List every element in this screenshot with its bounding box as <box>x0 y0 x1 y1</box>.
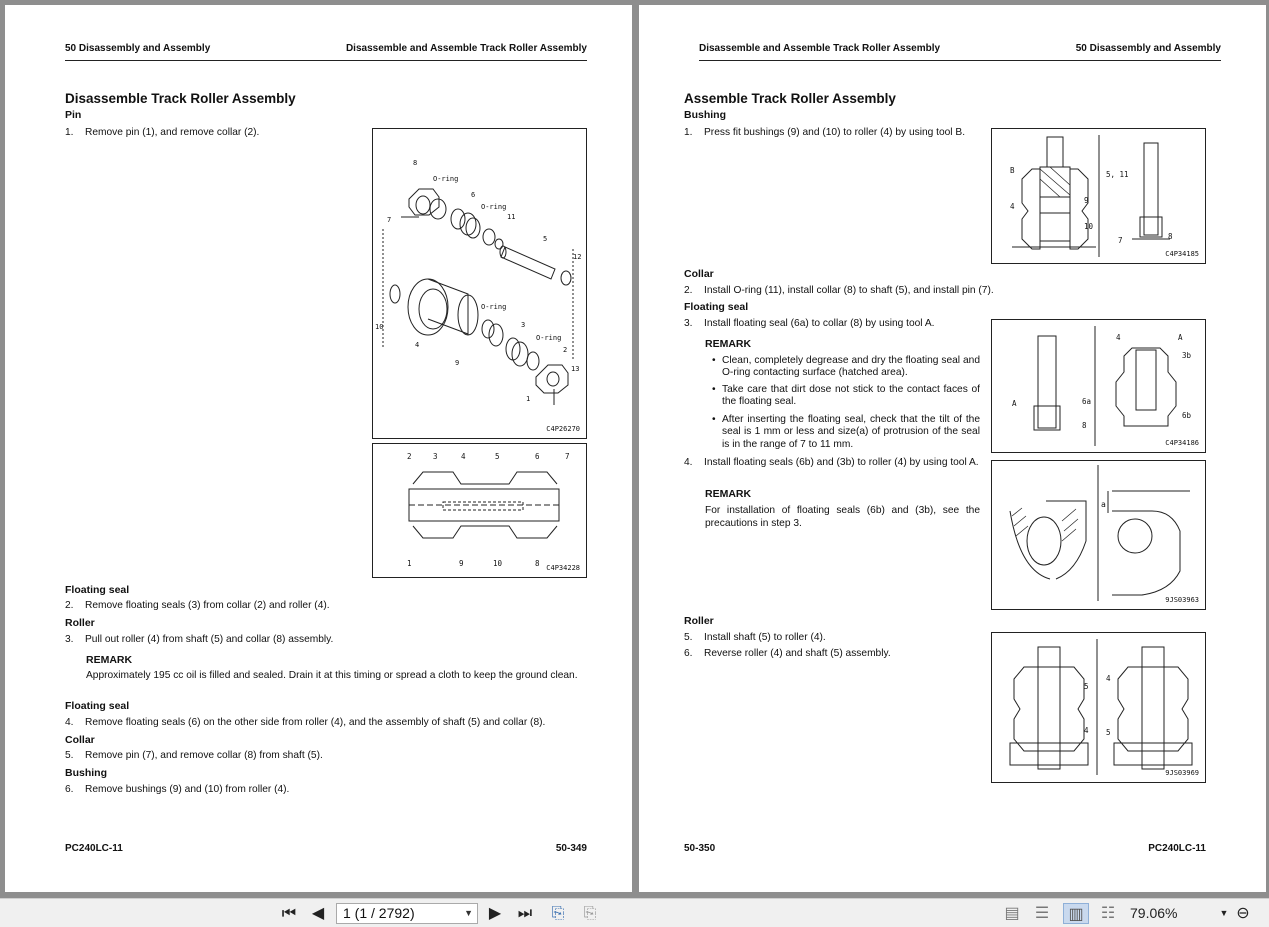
svg-text:7: 7 <box>387 216 392 224</box>
chevron-down-icon[interactable]: ▼ <box>464 908 473 918</box>
svg-text:4: 4 <box>1084 726 1089 735</box>
zoom-dropdown-icon[interactable]: ▼ <box>1219 908 1229 918</box>
svg-text:2: 2 <box>563 346 568 354</box>
remark-bullet-2: • Take care that dirt dose not stick to the contact faces of the floating seal. <box>722 384 980 409</box>
svg-text:10: 10 <box>1084 222 1094 231</box>
dimension-label: a <box>1101 500 1106 509</box>
page-50-350 <box>639 5 1266 892</box>
step-text: Remove floating seals (6) on the other side from roller (4), and the assembly of shaft (5) and collar (8). <box>85 717 546 728</box>
svg-text:5: 5 <box>1106 728 1111 737</box>
step-number: 1. <box>684 127 693 138</box>
step-text: Remove pin (7), and remove collar (8) from shaft (5). <box>85 750 323 761</box>
svg-text:5, 11: 5, 11 <box>1106 170 1129 179</box>
go-back-icon[interactable]: ⎘ <box>551 905 565 922</box>
step-text: Reverse roller (4) and shaft (5) assembly. <box>704 648 891 659</box>
heading-collar: Collar <box>684 268 714 280</box>
svg-text:4: 4 <box>461 452 466 461</box>
svg-text:3: 3 <box>521 321 526 329</box>
page-number-value: 1 (1 / 2792) <box>343 905 415 921</box>
svg-text:9: 9 <box>459 559 464 568</box>
svg-text:8: 8 <box>413 159 418 167</box>
zoom-level[interactable] <box>1130 903 1220 924</box>
heading-floating-seal-2: Floating seal <box>65 700 130 712</box>
step-6 <box>684 648 891 661</box>
header-left: Disassemble and Assemble Track Roller Assembly <box>699 43 941 54</box>
heading-pin: Pin <box>65 109 82 121</box>
svg-text:5: 5 <box>495 452 500 461</box>
svg-text:12: 12 <box>573 253 582 261</box>
roller-shaft-drawing <box>992 633 1205 782</box>
bushing-press-drawing <box>992 129 1205 263</box>
continuous-view-icon[interactable]: ☰ <box>1034 905 1050 922</box>
step-number: 2. <box>684 285 693 296</box>
go-forward-icon[interactable]: ⎘ <box>583 905 597 922</box>
step-number: 4. <box>65 717 74 728</box>
svg-text:11: 11 <box>507 213 516 221</box>
step-1 <box>65 127 259 140</box>
step-5 <box>684 632 826 645</box>
zoom-out-icon[interactable]: ⊖ <box>1236 905 1250 922</box>
figure-code: 9JS03969 <box>1165 769 1199 777</box>
heading-floating-seal: Floating seal <box>65 584 130 596</box>
step-text: Install floating seal (6a) to collar (8) by using tool A. <box>704 318 935 329</box>
svg-text:4: 4 <box>1010 202 1015 211</box>
footer-page-number: 50-349 <box>555 843 587 854</box>
svg-text:A: A <box>1012 399 1017 408</box>
step-text: Remove pin (1), and remove collar (2). <box>85 127 260 138</box>
cross-section-figure <box>372 443 587 578</box>
svg-text:3b: 3b <box>1182 351 1192 360</box>
step-text: Remove floating seals (3) from collar (2) and roller (4). <box>85 600 330 611</box>
step-text: Install O-ring (11), install collar (8) to shaft (5), and install pin (7). <box>704 285 994 296</box>
floating-seal-drawing <box>992 320 1205 452</box>
svg-text:13: 13 <box>571 365 580 373</box>
page-50-349 <box>5 5 632 892</box>
svg-text:8: 8 <box>1082 421 1087 430</box>
heading-bushing: Bushing <box>65 767 107 779</box>
svg-text:A: A <box>1178 333 1183 342</box>
zoom-value: 79.06% <box>1130 905 1178 921</box>
heading-collar: Collar <box>65 734 95 746</box>
remark-bullet-1: • Clean, completely degrease and dry the floating seal and O-ring contacting surface (hatched area). <box>722 355 980 380</box>
single-page-view-icon[interactable]: ▤ <box>1004 905 1020 922</box>
svg-text:4: 4 <box>1116 333 1121 342</box>
svg-text:4: 4 <box>415 341 420 349</box>
step-1 <box>684 127 965 140</box>
exploded-view-figure <box>372 128 587 439</box>
svg-text:B: B <box>1010 166 1015 175</box>
remark-bullet-3: • After inserting the floating seal, check that the tilt of the seal is 1 mm or less and size(a) of protrusion of the seal is in the range of 7 to 11 mm. <box>722 414 980 451</box>
first-page-icon[interactable]: ⏮ <box>281 905 297 922</box>
svg-text:7: 7 <box>565 452 570 461</box>
svg-text:10: 10 <box>375 323 384 331</box>
step-text: Pull out roller (4) from shaft (5) and collar (8) assembly. <box>85 634 334 645</box>
step-6 <box>65 784 289 797</box>
page-header <box>699 43 1221 61</box>
svg-text:O-ring: O-ring <box>536 334 562 342</box>
bushing-press-figure <box>991 128 1206 264</box>
svg-text:5: 5 <box>1084 682 1089 691</box>
step-text: Press fit bushings (9) and (10) to roller (4) by using tool B. <box>704 127 966 138</box>
facing-view-icon[interactable]: ▥ <box>1063 903 1089 924</box>
step-number: 3. <box>65 634 74 645</box>
figure-code: C4P34185 <box>1165 250 1199 258</box>
remark-label: REMARK <box>86 654 133 666</box>
step-2 <box>684 285 994 298</box>
heading-floating-seal: Floating seal <box>684 301 749 313</box>
step-text: Install floating seals (6b) and (3b) to roller (4) by using tool A. <box>704 457 979 468</box>
navigation-toolbar <box>0 898 1269 927</box>
roller-shaft-figure <box>991 632 1206 783</box>
floating-seal-figure <box>991 319 1206 453</box>
step-number: 6. <box>684 648 693 659</box>
svg-text:8: 8 <box>1168 232 1173 241</box>
remark-text: Approximately 195 cc oil is filled and sealed. Drain it at this timing or spread a cloth to keep the ground clean. <box>86 670 578 681</box>
svg-text:1: 1 <box>526 395 531 403</box>
step-number: 3. <box>684 318 693 329</box>
svg-text:6: 6 <box>471 191 476 199</box>
seal-protrusion-drawing <box>992 461 1205 609</box>
heading-bushing: Bushing <box>684 109 726 121</box>
svg-text:3: 3 <box>433 452 438 461</box>
step-3 <box>65 634 333 647</box>
svg-text:O-ring: O-ring <box>481 303 507 311</box>
header-right: 50 Disassembly and Assembly <box>1075 43 1221 54</box>
step-text: Install shaft (5) to roller (4). <box>704 632 826 643</box>
header-right: Disassemble and Assemble Track Roller Assembly <box>345 43 587 54</box>
remark-label-2: REMARK <box>705 488 752 500</box>
svg-text:4: 4 <box>1106 674 1111 683</box>
heading-roller: Roller <box>684 615 714 627</box>
svg-text:6a: 6a <box>1082 397 1092 406</box>
section-title: Assemble Track Roller Assembly <box>684 91 896 106</box>
svg-text:O-ring: O-ring <box>481 203 507 211</box>
svg-text:8: 8 <box>535 559 540 568</box>
figure-code: C4P34186 <box>1165 439 1199 447</box>
step-number: 5. <box>684 632 693 643</box>
header-left: 50 Disassembly and Assembly <box>65 43 211 54</box>
figure-code: C4P26270 <box>546 425 580 433</box>
footer-model: PC240LC-11 <box>65 843 123 854</box>
footer-page-number: 50-350 <box>684 843 716 854</box>
step-number: 1. <box>65 127 74 138</box>
figure-code: 9JS03963 <box>1165 596 1199 604</box>
figure-code: C4P34228 <box>546 564 580 572</box>
heading-roller: Roller <box>65 617 95 629</box>
remark-text-2: For installation of floating seals (6b) and (3b), see the precautions in step 3. <box>705 505 980 529</box>
next-page-icon[interactable]: ▶ <box>488 905 502 922</box>
step-3 <box>684 318 934 331</box>
svg-text:7: 7 <box>1118 236 1123 245</box>
svg-text:2: 2 <box>407 452 412 461</box>
step-text: Remove bushings (9) and (10) from roller (4). <box>85 784 290 795</box>
svg-text:O-ring: O-ring <box>433 175 459 183</box>
footer-model: PC240LC-11 <box>1148 843 1206 854</box>
step-4 <box>65 717 545 730</box>
svg-text:9: 9 <box>1084 196 1089 205</box>
section-title: Disassemble Track Roller Assembly <box>65 91 296 106</box>
continuous-facing-view-icon[interactable]: ☷ <box>1100 905 1116 922</box>
page-number-field[interactable] <box>336 903 478 924</box>
svg-text:5: 5 <box>543 235 548 243</box>
step-2 <box>65 600 330 613</box>
step-number: 2. <box>65 600 74 611</box>
prev-page-icon[interactable]: ◀ <box>311 905 325 922</box>
svg-text:6: 6 <box>535 452 540 461</box>
svg-text:9: 9 <box>455 359 460 367</box>
step-5 <box>65 750 323 763</box>
svg-text:6b: 6b <box>1182 411 1192 420</box>
svg-text:1: 1 <box>407 559 412 568</box>
remark-label: REMARK <box>705 338 752 350</box>
page-header <box>65 43 587 61</box>
seal-protrusion-figure <box>991 460 1206 610</box>
step-number: 5. <box>65 750 74 761</box>
step-number: 4. <box>684 457 693 468</box>
svg-text:10: 10 <box>493 559 503 568</box>
cross-section-drawing <box>373 444 586 577</box>
last-page-icon[interactable]: ⏭ <box>517 905 533 922</box>
exploded-view-drawing <box>373 129 586 438</box>
step-4 <box>684 457 980 470</box>
step-number: 6. <box>65 784 74 795</box>
